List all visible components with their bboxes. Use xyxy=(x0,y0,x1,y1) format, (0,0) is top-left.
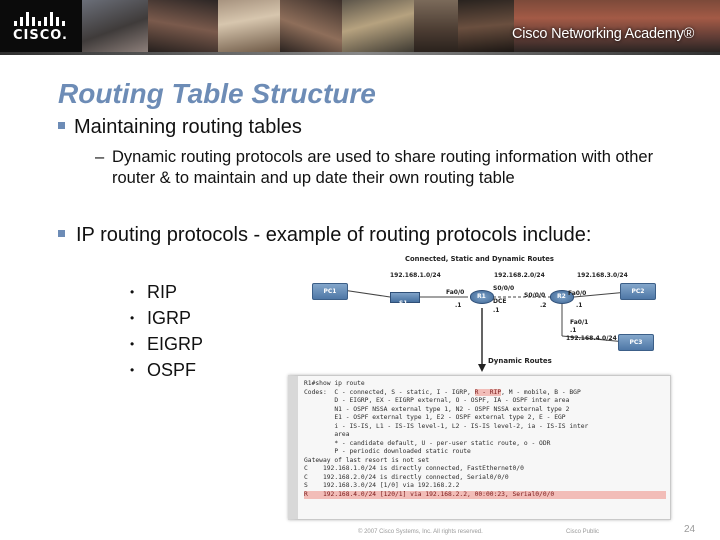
terminal-line: C 192.168.1.0/24 is directly connected, FastEthernet0/0 xyxy=(304,465,524,472)
protocol-label: OSPF xyxy=(147,360,197,380)
cisco-logo-text: CISCO. xyxy=(13,28,68,43)
terminal-line: D - EIGRP, EX - EIGRP external, O - OSPF, IA - OSPF inter area xyxy=(304,397,570,404)
r2-fa0-ip: .1 xyxy=(576,302,583,309)
pc1-node: PC1 xyxy=(312,283,348,300)
r1-serial-label: S0/0/0 xyxy=(493,285,515,292)
dynamic-routes-label: Dynamic Routes xyxy=(488,357,552,365)
r1-dce-label: DCE xyxy=(493,298,507,305)
protocol-item xyxy=(130,357,203,383)
r1-label: R1 xyxy=(477,293,486,300)
cisco-logo xyxy=(0,0,82,52)
dot-bullet-icon: • xyxy=(130,337,135,351)
bullet-protocols xyxy=(58,221,648,249)
network-label-4: 192.168.4.0/24 xyxy=(566,335,617,342)
codes-suffix: , M - mobile, B - BGP xyxy=(501,388,581,396)
rip-route-row: R 192.168.4.0/24 [120/1] via 192.168.2.2, 00:00:23, Serial0/0/0 xyxy=(304,491,666,500)
r2-serial-ip: .2 xyxy=(540,302,547,309)
rip-code-highlight: R - RIP xyxy=(474,388,502,396)
r1-fa-label: Fa0/0 xyxy=(446,289,465,296)
page-number: 24 xyxy=(684,524,696,535)
banner-photo-3 xyxy=(218,0,280,52)
network-label-2: 192.168.2.0/24 xyxy=(494,272,545,279)
pc2-node: PC2 xyxy=(620,283,656,300)
diagram-title: Connected, Static and Dynamic Routes xyxy=(405,255,554,263)
networking-academy-label: Cisco Networking Academy® xyxy=(512,26,695,42)
square-bullet-icon xyxy=(58,230,65,237)
terminal-line: C 192.168.2.0/24 is directly connected, Serial0/0/0 xyxy=(304,473,509,481)
banner-photo-1 xyxy=(82,0,148,52)
terminal-line: N1 - OSPF NSSA external type 1, N2 - OSPF NSSA external type 2 xyxy=(304,405,570,413)
square-bullet-icon xyxy=(58,122,65,129)
protocol-label: EIGRP xyxy=(147,334,204,354)
r1-serial-ip: .1 xyxy=(493,307,500,314)
terminal-line: E1 - OSPF external type 1, E2 - OSPF external type 2, E - EGP xyxy=(304,414,566,421)
dynamic-arrow-head xyxy=(478,364,486,372)
bullet-maintaining xyxy=(58,116,302,139)
dash-bullet-icon: – xyxy=(95,148,105,166)
protocol-label: IGRP xyxy=(147,308,192,328)
terminal-line: area xyxy=(304,431,350,438)
r2-serial-label: S0/0/0 xyxy=(524,292,546,299)
footer-copyright: © 2007 Cisco Systems, Inc. All rights reserved. xyxy=(358,529,483,535)
terminal-line: Gateway of last resort is not set xyxy=(304,456,430,464)
codes-prefix: Codes: C - connected, S - static, I - IGRP, xyxy=(304,388,475,396)
banner-photo-6 xyxy=(414,0,458,52)
header-banner xyxy=(0,0,720,52)
r1-fa-ip: .1 xyxy=(455,302,462,309)
sub-bullet-dynamic xyxy=(95,147,685,189)
bullet-1-text: Maintaining routing tables xyxy=(74,116,302,138)
protocol-label: RIP xyxy=(147,282,178,302)
banner-photo-2 xyxy=(148,0,218,52)
network-label-3: 192.168.3.0/24 xyxy=(577,272,628,279)
pc3-node: PC3 xyxy=(618,334,654,351)
terminal-line: * - candidate default, U - per-user static route, o - ODR xyxy=(304,439,551,447)
s1-label: S1 xyxy=(399,300,408,307)
show-ip-route-terminal xyxy=(288,375,671,520)
r2-fa1-ip: .1 xyxy=(570,327,577,334)
protocol-item xyxy=(130,279,203,305)
protocol-item xyxy=(130,305,203,331)
terminal-line: P - periodic downloaded static route xyxy=(304,448,471,455)
protocol-item xyxy=(130,331,203,357)
terminal-line: S 192.168.3.0/24 [1/0] via 192.168.2.2 xyxy=(304,482,460,489)
network-label-1: 192.168.1.0/24 xyxy=(390,272,441,279)
slide-title: Routing Table Structure xyxy=(58,78,376,109)
r2-label: R2 xyxy=(557,293,566,300)
banner-divider xyxy=(0,52,720,55)
cisco-logo-bars-icon xyxy=(14,12,68,26)
footer-classification: Cisco Public xyxy=(566,529,600,535)
topology-diagram xyxy=(300,252,672,386)
dot-bullet-icon: • xyxy=(130,311,135,325)
terminal-line: R1#show ip route xyxy=(304,380,365,387)
banner-photo-4 xyxy=(280,0,342,52)
dot-bullet-icon: • xyxy=(130,285,135,299)
banner-photo-7 xyxy=(458,0,514,52)
terminal-line: i - IS-IS, L1 - IS-IS level-1, L2 - IS-IS level-2, ia - IS-IS inter xyxy=(304,422,589,430)
dot-bullet-icon: • xyxy=(130,363,135,377)
protocol-list xyxy=(130,279,203,383)
r2-fa1-label: Fa0/1 xyxy=(570,319,589,326)
banner-photo-5 xyxy=(342,0,414,52)
terminal-line-codes xyxy=(304,389,666,398)
r2-fa0-label: Fa0/0 xyxy=(568,290,587,297)
sub-bullet-text: Dynamic routing protocols are used to share routing information with other router & to maintain and up date their own routing table xyxy=(112,148,654,187)
bullet-2-text: IP routing protocols - example of routing protocols include: xyxy=(76,224,592,246)
